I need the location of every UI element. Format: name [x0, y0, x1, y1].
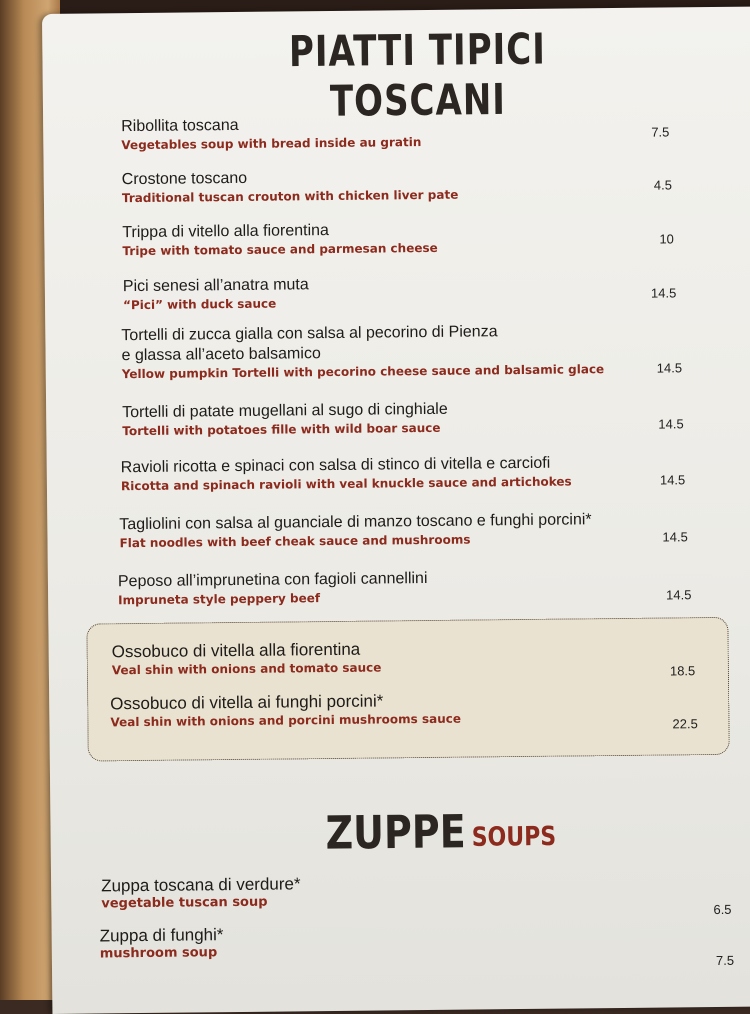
dish-desc-en: Tortelli with potatoes fille with wild boar sauce — [122, 420, 441, 439]
special-item — [112, 639, 382, 678]
dish-name-it: Zuppa di funghi* — [99, 925, 224, 946]
soups-heading — [325, 805, 557, 860]
dish-desc-en: Yellow pumpkin Tortelli with pecorino cheese sauce and balsamic glace — [121, 362, 605, 382]
dish-name-it: Tagliolini con salsa al guanciale di manzo toscano e funghi porcini* — [119, 511, 592, 534]
menu-item — [122, 400, 448, 439]
dish-desc-en: Flat noodles with beef cheak sauce and mushrooms — [119, 532, 471, 551]
dish-desc-en: Veal shin with onions and porcini mushrooms sauce — [110, 711, 462, 730]
menu-item — [121, 321, 604, 382]
dish-price: 4.5 — [653, 177, 672, 193]
dish-desc-en: Veal shin with onions and tomato sauce — [111, 660, 382, 678]
dish-price: 7.5 — [715, 952, 735, 968]
menu-page — [42, 6, 750, 1014]
dish-name-it: Peposo all’imprunetina con fagioli cannellini — [117, 569, 428, 591]
dish-desc-en: Impruneta style peppery beef — [118, 591, 321, 608]
menu-item — [123, 275, 309, 313]
dish-name-it: Crostone toscano — [121, 169, 248, 189]
specials-box — [86, 617, 729, 762]
dish-price: 14.5 — [650, 285, 677, 301]
dish-price: 14.5 — [659, 472, 686, 488]
menu-item — [121, 114, 421, 153]
dish-price: 22.5 — [672, 716, 698, 732]
soups-subtitle: SOUPS — [471, 822, 557, 854]
dish-price: 14.5 — [658, 416, 684, 432]
soup-item — [100, 925, 224, 962]
dish-price: 7.5 — [651, 124, 670, 140]
dish-desc-en: Ricotta and spinach ravioli with veal knuckle sauce and artichokes — [120, 474, 572, 494]
dish-name-it: Ossobuco di vitella ai funghi porcini* — [110, 691, 384, 714]
menu-item — [122, 167, 459, 207]
menu-title: PIATTI TIPICI TOSCANI — [288, 24, 547, 127]
dish-desc-en: mushroom soup — [99, 945, 218, 962]
dish-desc-en: Vegetables soup with bread inside au gratin — [121, 135, 422, 153]
dish-price: 14.5 — [662, 529, 688, 545]
soups-title: ZUPPE — [325, 805, 466, 860]
dish-name-it-line2: e glassa all’aceto balsamico — [121, 345, 321, 365]
menu-item — [118, 569, 428, 608]
dish-price: 14.5 — [666, 587, 692, 603]
dish-name-it: Trippa di vitello alla fiorentina — [122, 222, 329, 242]
special-item — [110, 691, 461, 731]
dish-desc-en: vegetable tuscan soup — [101, 894, 268, 912]
dish-name-it: Pici senesi all’anatra muta — [122, 276, 309, 296]
dish-name-it: Ossobuco di vitella alla fiorentina — [111, 639, 361, 662]
dish-name-it: Zuppa toscana di verdure* — [101, 874, 301, 896]
menu-item — [119, 510, 592, 551]
dish-name-it: Tortelli di patate mugellani al sugo di cinghiale — [122, 400, 448, 422]
dish-desc-en: Traditional tuscan crouton with chicken liver pate — [121, 187, 459, 206]
menu-item — [122, 220, 438, 259]
dish-name-it: Tortelli di zucca gialla con salsa al pecorino di Pienza — [121, 323, 498, 345]
dish-name-it: Ribollita toscana — [121, 116, 239, 136]
soup-item — [101, 874, 301, 912]
menu-item — [121, 453, 572, 494]
dish-price: 14.5 — [656, 360, 683, 376]
dish-price: 6.5 — [713, 901, 732, 918]
dish-name-it: Ravioli ricotta e spinaci con salsa di stinco di vitella e carciofi — [120, 454, 551, 477]
dish-price: 18.5 — [669, 663, 696, 679]
dish-desc-en: Tripe with tomato sauce and parmesan cheese — [122, 240, 438, 259]
dish-price: 10 — [659, 231, 674, 247]
dish-desc-en: “Pici” with duck sauce — [122, 296, 277, 313]
